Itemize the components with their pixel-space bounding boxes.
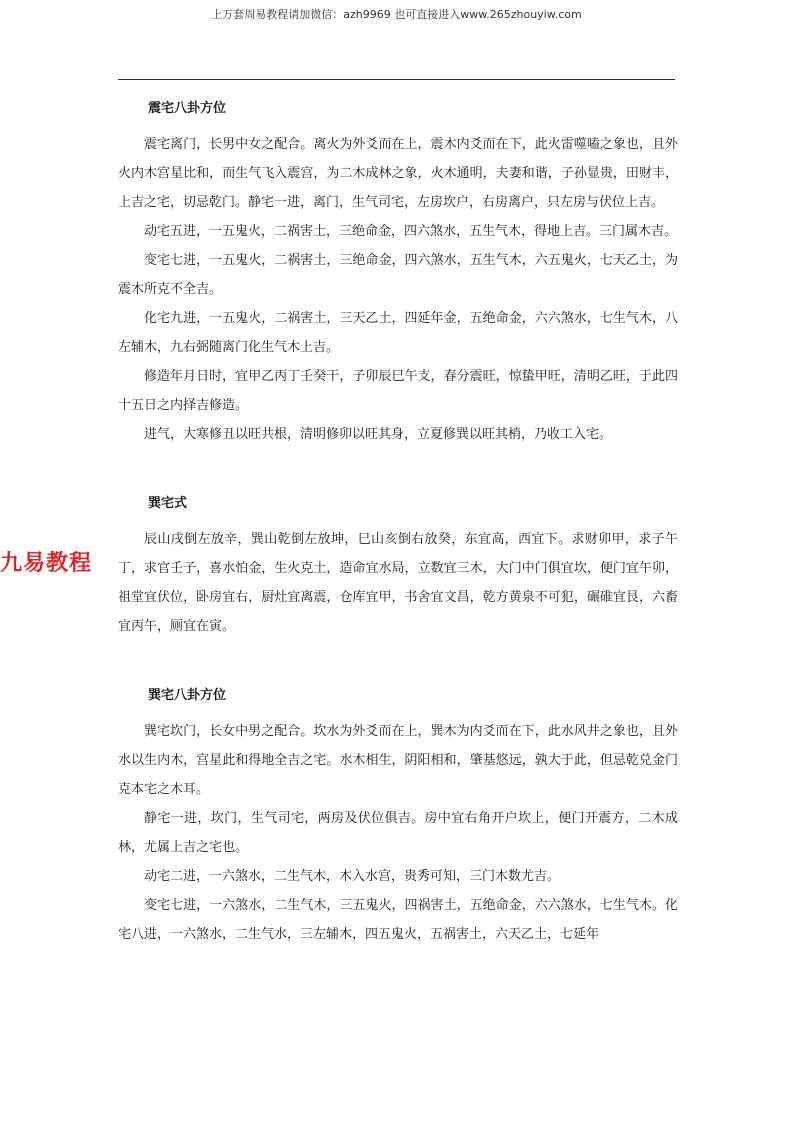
section-heading: 巽宅八卦方位: [148, 688, 227, 703]
paragraph: 化宅九进，一五鬼火，二祸害土，三天乙土，四延年金，五绝命金，六六煞水，七生气木，八左辅木，九右弼随离门化生气木上吉。: [118, 311, 678, 355]
document-body: [118, 100, 678, 949]
paragraph: 辰山戌倒左放辛，巽山乾倒左放坤，巳山亥倒右放癸，东宜高，西宜下。求财卯甲，求子午丁，求官壬子，喜水怕金，生火克土，造命宜水局，立数宜三木，大门中门俱宜坎，便门宜午卯，祖堂宜伏位，卧房宜右，厨灶宜离震，仓库宜甲，书舍宜文昌，乾方黄泉不可犯，碾碓宜艮，六畜宜丙午，厕宜在寅。: [118, 532, 678, 634]
paragraph: 变宅七进，一六煞水，二生气木，三五鬼火，四祸害土，五绝命金，六六煞水，七生气木。化宅八进，一六煞水，二生气水，三左辅木，四五鬼火，五祸害土，六天乙土，七延年: [118, 898, 678, 942]
section-spacer: [118, 641, 678, 687]
section-spacer: [118, 449, 678, 495]
paragraph: 修造年月日时，宜甲乙丙丁壬癸干，子卯辰巳午支，春分震旺，惊蛰甲旺，清明乙旺，于此四十五日之内择吉修造。: [118, 369, 678, 413]
section-heading: 巽宅式: [148, 496, 188, 511]
watermark-logo: 九易教程: [0, 551, 93, 576]
paragraph: 巽宅坎门，长女中男之配合。坎水为外爻而在上，巽木为内爻而在下，此水风井之象也，且外水以生内木，宫星此和得地全吉之宅。水木相生，阴阳相和，肇基悠远，孰大于此，但忌乾兑金门克本宅之木耳。: [118, 724, 678, 797]
header-divider: [118, 79, 675, 80]
section-heading: 震宅八卦方位: [148, 101, 227, 116]
paragraph: 进气，大寒修丑以旺共根，清明修卯以旺其身，立夏修巽以旺其梢，乃收工入宅。: [144, 427, 613, 442]
paragraph: 动宅五进，一五鬼火，二祸害土，三绝命金，四六煞水，五生气木，得地上吉。三门属木吉。: [144, 224, 678, 239]
paragraph: 震宅离门，长男中女之配合。离火为外爻而在上，震木内爻而在下，此火雷噬嗑之象也，且外火内木宫星比和，而生气飞入震宫，为二木成林之象，火木通明，夫妻和谐，子孙显贵，田财丰，上吉之宅，切忌乾门。静宅一进，离门，生气司宅，左房坎户，右房离户，只左房与伏位上吉。: [118, 137, 678, 210]
paragraph: 动宅二进，一六煞水，二生气木，木入水宫，贵秀可知，三门木数尤吉。: [144, 869, 561, 884]
page-header: 上万套周易教程请加微信：azh9969 也可直接进入www.265zhouyiw.com: [211, 8, 582, 21]
paragraph: 静宅一进，坎门，生气司宅，两房及伏位俱吉。房中宜右角开户坎上，便门开震方，二木成林，尤属上吉之宅也。: [118, 811, 678, 855]
paragraph: 变宅七进，一五鬼火，二祸害土，三绝命金，四六煞水，五生气木，六五鬼火，七天乙土，为震木所克不全吉。: [118, 253, 678, 297]
